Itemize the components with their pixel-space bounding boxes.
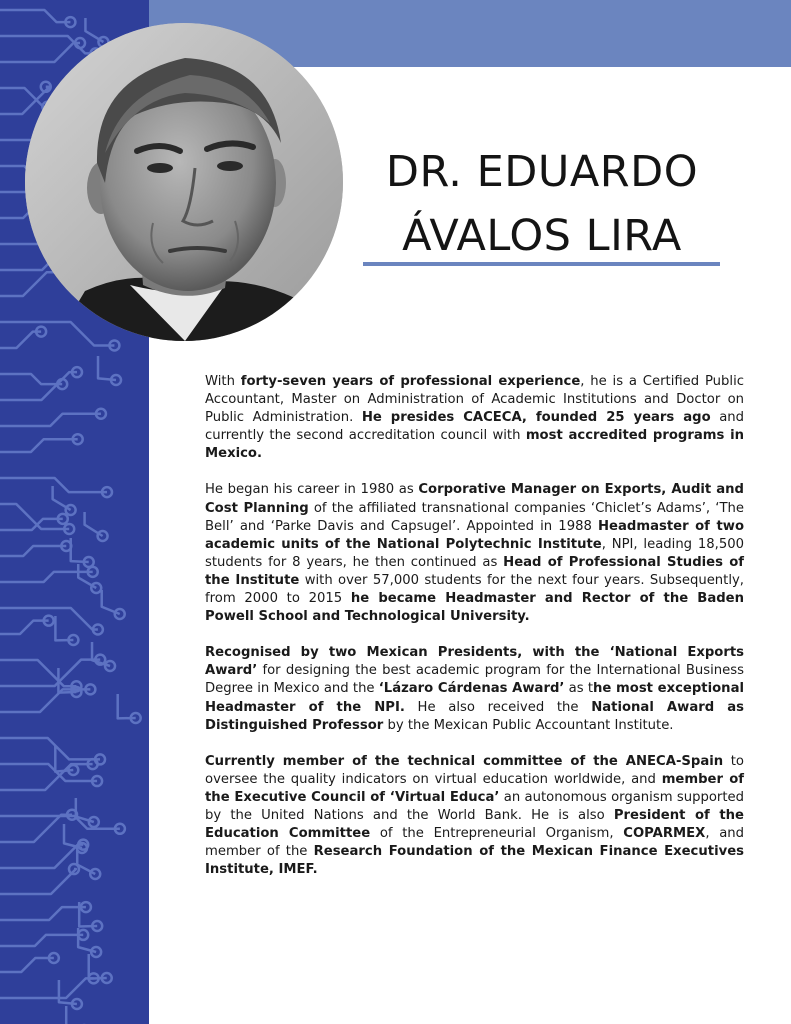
bio-paragraph	[205, 644, 744, 734]
bio-emphasis: President of the Education Committee	[205, 807, 744, 842]
bio-text: , NPI, leading 18,500 students for 8 years, he then continued as	[205, 536, 744, 570]
bio-text: an autonomous organism supported by the United Nations and the World Bank. He is also	[205, 789, 744, 823]
bio-emphasis: ‘Lázaro Cárdenas Award’	[378, 681, 565, 697]
bio-text: for designing the best academic program for the International Business Degree in Mexico and the	[205, 663, 744, 697]
page-title	[343, 140, 741, 268]
bio-text: with over 57,000 students for the next four years. Subsequently, from 2000 to 2015	[205, 572, 745, 607]
bio-text: With	[205, 374, 241, 389]
bio-emphasis: member of the Executive Council of ‘Virtual Educa’	[205, 771, 745, 805]
person-portrait-icon	[25, 23, 343, 341]
bio-emphasis: most accredited programs in Mexico.	[205, 428, 744, 462]
bio-text: and currently the second accreditation council with	[205, 410, 744, 444]
bio-text: of the Entrepreneurial Organism,	[370, 826, 624, 842]
portrait-photo	[25, 23, 343, 341]
bio-paragraph	[205, 753, 744, 880]
bio-paragraph	[205, 373, 744, 463]
title-line-2: ÁVALOS LIRA	[402, 211, 682, 261]
bio-text: to oversee the quality indicators on virtual education worldwide, and	[205, 753, 744, 787]
bio-emphasis: Recognised by two Mexican Presidents, with the ‘National Exports Award’	[205, 645, 744, 679]
bio-text: He began his career in 1980 as	[205, 482, 419, 498]
biography-text	[205, 373, 744, 897]
bio-text: He also received the	[404, 699, 592, 715]
bio-emphasis: He presides CACECA, founded 25 years ago	[361, 410, 711, 426]
title-underline	[363, 262, 720, 266]
bio-emphasis: he became Headmaster and Rector of the Baden Powell School and Technological University.	[205, 591, 744, 625]
bio-emphasis: COPARMEX	[623, 826, 706, 842]
bio-text: , and member of the	[205, 826, 745, 860]
bio-emphasis: Head of Professional Studies of the Institute	[205, 554, 744, 588]
bio-emphasis: National Award as Distinguished Professor	[205, 699, 744, 733]
bio-text: as t	[564, 681, 594, 697]
bio-text: of the affiliated transnational companies ‘Chiclet’s Adams’, ‘The Bell’ and ‘Parke Davis and Capsugel’. Appointed in 1988	[205, 500, 744, 534]
bio-text: by the Mexican Public Accountant Institute.	[383, 717, 674, 733]
title-line-1: DR. EDUARDO	[385, 147, 699, 197]
bio-emphasis: Corporative Manager on Exports, Audit and Cost Planning	[205, 482, 744, 516]
bio-paragraph	[205, 481, 744, 626]
bio-emphasis: Research Foundation of the Mexican Finance Executives Institute, IMEF.	[205, 844, 744, 878]
bio-emphasis: forty-seven years of professional experience	[240, 374, 581, 389]
bio-emphasis: Headmaster of two academic units of the National Polytechnic Institute	[205, 518, 745, 552]
bio-text: , he is a Certified Public Accountant, Master on Administration of Academic Institutions and Doctor on Public Administration.	[205, 374, 744, 426]
bio-emphasis: Currently member of the technical committee of the ANECA-Spain	[205, 753, 724, 769]
bio-emphasis: he most exceptional Headmaster of the NPI.	[205, 681, 744, 715]
